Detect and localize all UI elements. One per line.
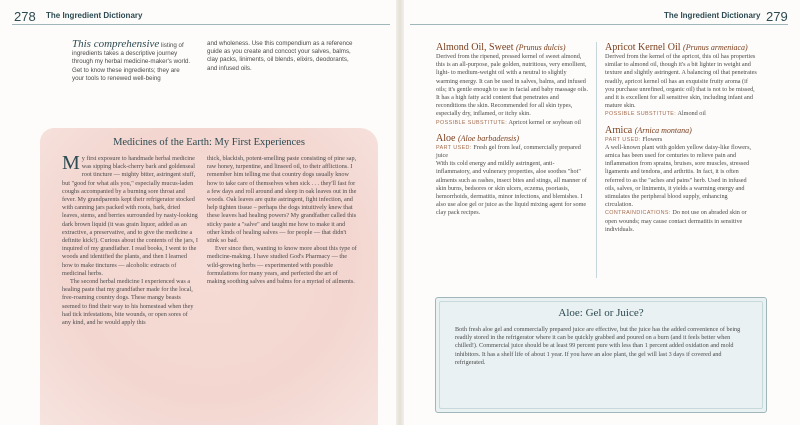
part-used-label: PART USED: <box>436 144 472 151</box>
sidebar-p4: Ever since then, wanting to know more about this type of medicine-making. I have studied God's Pharmacy — the wild-growing herbs — experimented with possible formulations for many years, and perfected the art of making soothing salves and balms for a myriad of ailments. <box>207 245 357 286</box>
contraindications-label: CONTRAINDICATIONS: <box>605 210 671 217</box>
aloe-box-text: Both fresh aloe gel and commercially prepared juice are effective, but the juice has the added convenience of being readily stored in the refrigerator where it can be quickly grabbed and poured on a burn (and it feels better when chilled!). Commercial juice should be at least 99 percent pure with less than 1 percent added oxidation and mold inhibitors. It has a shelf life of about 1 year. If you have an aloe plant, the gel will last 3 days if covered and refrigerated. <box>455 326 741 366</box>
left-header-rule <box>12 24 390 25</box>
entry-title: Aloe <box>436 132 456 144</box>
left-running-head: The Ingredient Dictionary <box>46 11 143 20</box>
entry-title: Almond Oil, Sweet <box>436 42 514 53</box>
sidebar-column-2 <box>207 155 357 286</box>
entry-apricot-kernel-oil <box>605 42 757 119</box>
substitute-label: POSSIBLE SUBSTITUTE: <box>605 111 677 118</box>
entry-title: Apricot Kernel Oil <box>605 42 681 53</box>
column-divider <box>596 42 597 278</box>
sidebar-p2: The second herbal medicine I experienced was a healing paste that my grandfather made for the local, free-roaming country dogs. These mangy beasts seemed to find their way to his homestead when they had tick infestations, bite wounds, or open sores of any kind, and he would apply this <box>62 278 194 327</box>
entry-text: With its cold energy and mildly astringent, anti-inflammatory, and vulnerary properties, aloe soothes "hot" ailments such as rashes, insect bites and stings, all manner of skin burns, bedsores or skin ulcers, eczema, psoriasis, hemorrhoids, dermatitis, minor infections, and blemishes. I also use aloe gel or juice as the liquid mixing agent for some clay pack recipes. <box>436 160 587 217</box>
substitute-value: Apricot kernel or soybean oil <box>508 118 581 126</box>
right-header-rule <box>410 24 788 25</box>
entries-column-2 <box>605 42 757 240</box>
aloe-box-title: Aloe: Gel or Juice? <box>558 307 644 319</box>
book-gutter <box>396 0 404 425</box>
intro-text-2: and wholeness. Use this compendium as a reference guide as you create and concoct your salves, balms, clay packs, liniments, oil blends, elixirs, deodorants, and infused oils. <box>207 40 353 72</box>
entry-latin: (Arnica montana) <box>634 125 692 135</box>
sidebar-p3: thick, blackish, potent-smelling paste consisting of pine sap, raw honey, turpentine, and linseed oil, to their afflictions. I remember him telling me that country dogs usually know how to take care of themselves when sick . . . they'll fast for a few days and roll around and sleep in oak leaves out in the woods. Oak leaves are quite astringent, fight infection, and help tighten tissue – perhaps the dogs intuitively knew that these leaves had healing powers? My grandfather called this sticky paste a "salve" and taught me how to make it and other kinds of healing salves — for people — that didn't stink so bad. <box>207 155 357 245</box>
left-page-number: 278 <box>14 9 36 24</box>
intro-script-lead: This comprehensive <box>72 38 160 50</box>
intro-column-1 <box>72 40 192 83</box>
substitute-label: POSSIBLE SUBSTITUTE: <box>436 119 508 126</box>
part-used-value: Flowers <box>642 135 663 143</box>
sidebar-title: Medicines of the Earth: My First Experiences <box>113 137 305 148</box>
sidebar-p1: y first exposure to handmade herbal medicine was sipping black-cherry bark and goldenseal root tincture — mighty bitter, astringent stuff, but "good for what ails you," especially mucus-laden coughs accompanied by a burning sore throat and fever. My grandparents kept their refrigerator stocked with canning jars packed with roots, bark, dried leaves, stems, and berries surrounded by nasty-looking dark brown liquid (it was grain liquor, added as an extractive, a preservative, and to give the medicine a definite kick!). Curious about the contents of the jars, I inquired of my grandfather. I read books, I went to the woods and identified the plants, and then I learned how to make tinctures — alcoholic extracts of medicinal herbs. <box>62 155 198 277</box>
right-page-number: 279 <box>766 9 788 24</box>
contraindications-value: Do not use on abraded skin or open wounds; may cause contact dermatitis in sensitive individuals. <box>605 209 747 233</box>
entry-latin: (Prunus armeniaca) <box>683 43 748 52</box>
entry-latin: (Aloe barbadensis) <box>457 133 520 143</box>
part-used-value: Fresh gel from leaf, commercially prepared juice <box>436 143 581 160</box>
entry-text: Derived from the kernel of the apricot, this oil has properties similar to almond oil, though it's a bit lighter in weight and texture and slightly astringent. A balancing oil that penetrates readily, apricot kernel oil has an exquisite fruity aroma (if you purchase unrefined, organic oil) that is not to be missed, and it is excellent for all sensitive skin, including infant and mature skin. <box>605 53 757 110</box>
substitute-value: Almond oil <box>677 110 706 118</box>
right-running-head: The Ingredient Dictionary <box>664 11 761 20</box>
sidebar-column-1 <box>62 152 198 327</box>
entry-arnica <box>605 125 757 234</box>
dropcap-letter: M <box>62 152 80 174</box>
intro-column-2 <box>207 40 357 73</box>
entries-column-1 <box>436 42 588 224</box>
entry-almond-oil <box>436 42 588 127</box>
entry-text: Derived from the ripened, pressed kernel of sweet almond, this is an all-purpose, pale golden, nutritious, very emollient, light- to medium-weight oil with a neutral to slightly warming energy. It can be used in salves, balms, and infused oils; it's gentle enough to use in facial and baby massage oils. It has a high fatty acid content that penetrates and reconditions the skin. Recommended for all skin types, especially dry, inflamed, or itchy skin. <box>436 53 588 118</box>
entry-aloe <box>436 133 588 218</box>
entry-text: A well-known plant with golden yellow daisy-like flowers, arnica has been used for centuries to relieve pain and inflammation from sprains, bruises, sore muscles, stressed ligaments and tendons, and arthritis. In fact, it is often referred to as the "aches and pains" herb. Used in infused oils, salves, or liniments, it yields a warming energy and stimulates the peripheral blood supply, enhancing circulation. <box>605 143 752 209</box>
intro-text-1: listing of ingredients takes a descriptive journey through my herbal medicine-maker's world. Get to know these ingredients; they are your tools to renewed well-being <box>72 42 191 82</box>
entry-title: Arnica <box>605 124 633 136</box>
part-used-label: PART USED: <box>605 136 641 143</box>
entry-latin: (Prunus dulcis) <box>516 43 566 52</box>
